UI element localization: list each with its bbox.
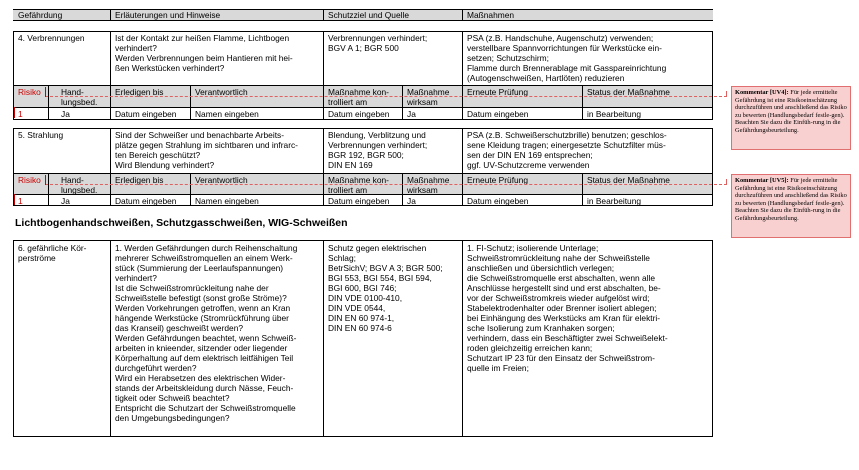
header-erlaeuterungen: Erläuterungen und Hinweise — [115, 10, 221, 20]
mass-wirksam-label: Maßnahme wirksam — [407, 87, 450, 107]
row-erlaeuterung: Ist der Kontakt zur heißen Flamme, Lichtbogen verhindert? Werden Verbrennungen beim Hantieren mit hei- ßen Werkstücken verhindert? — [115, 33, 293, 73]
header-gefaehrdung: Gefährdung — [18, 10, 63, 20]
status-value[interactable]: in Bearbeitung — [587, 109, 642, 119]
verantwortlich-field[interactable]: Namen eingeben — [195, 196, 259, 206]
section-title: Lichtbogenhandschweißen, Schutzgasschweißen, WIG-Schweißen — [15, 217, 348, 229]
verantwortlich-label: Verantwortlich — [195, 87, 248, 97]
comment-text: Für jede ermittelte Gefährdung ist eine Risikoeinschätzung durchzuführen und anschließend das Risiko zu bewerten (Handlungsbedarf festle-gen). Beachten Sie dazu die Einfüh-rung in die Gefährdungsbeurteilung. — [735, 89, 847, 134]
row-gefaehrdung: 4. Verbrennungen — [18, 33, 85, 43]
row-erlaeuterung: Sind der Schweißer und benachbarte Arbeits- plätze gegen Strahlung im sichtbaren und infrarc- ten Bereich geschützt? Wird Blendung verhindert? — [115, 130, 298, 170]
pruefung-label: Erneute Prüfung — [467, 87, 528, 97]
comment-title: Kommentar [UV5]: — [735, 177, 789, 184]
comment-link-line — [45, 96, 727, 97]
mass-kontrolliert-label: Maßnahme kon- trolliert am — [328, 175, 389, 195]
wirksam-value[interactable]: Ja — [407, 109, 416, 119]
header-massnahmen: Maßnahmen — [467, 10, 515, 20]
kontrolliert-field[interactable]: Datum eingeben — [328, 109, 390, 119]
verantwortlich-label: Verantwortlich — [195, 175, 248, 185]
row-erlaeuterung: 1. Werden Gefährdungen durch Reihenschaltung mehrerer Schweißstromquellen an einem Werk- stück (Summierung der Leerlaufspannungen) verhindert? Ist die Schweißstromrückleitung nahe der Schweißstelle befestigt (sonst große Ströme)? Werden Vorkehrungen getroffen, wenn an Kran hängende Werkstücke (Stromrückführung über das Kranseil) geschweißt werden? Werden Gefährdungen beachtet, wenn Schweiß- arbeiten in knieender, sitzender oder liegender Körperhaltung auf dem elektrisch leitfähigen Teil durchgeführt werden? Wird ein Herabsetzen des elektrischen Wider- stands der Arbeitskleidung durch Nässe, Feuch- tigkeit oder Schweiß beachtet? Entspricht die Schutzart der Schweißstromquelle den Umgebungsbedingungen? — [115, 243, 298, 423]
handlung-label: Hand- lungsbed. — [61, 87, 98, 107]
row-massnahmen: PSA (z.B. Schweißerschutzbrille) benutzen; geschlos- sene Kleidung tragen; einergesetzte Schutzfilter müs- sen der DIN EN 169 entsprechen; ggf. UV-Schutzcreme verwenden — [467, 130, 667, 170]
mass-kontrolliert-label: Maßnahme kon- trolliert am — [328, 87, 389, 107]
pruefung-label: Erneute Prüfung — [467, 175, 528, 185]
pruefung-field[interactable]: Datum eingeben — [467, 196, 529, 206]
kontrolliert-field[interactable]: Datum eingeben — [328, 196, 390, 206]
row-massnahmen: PSA (z.B. Handschuhe, Augenschutz) verwenden; verstellbare Spannvorrichtungen für Werkstücke ein- setzen; Schutzschirm; Flamme durch Brennerablage mit Gasspareinrichtung (Autogenschweißen, Hartlöten) reduzieren — [467, 33, 667, 83]
handlung-value[interactable]: Ja — [61, 196, 70, 206]
row-schutzziel: Schutz gegen elektrischen Schlag; BetrSichV; BGV A 3; BGR 500; BGI 553, BGI 554, BGI 594, BGI 600, BGI 746; DIN VDE 0100-410, DIN VDE 0544, DIN EN 60 974-1, DIN EN 60 974-6 — [328, 243, 443, 333]
row-massnahmen: 1. FI-Schutz; isolierende Unterlage; Schweißstromrückleitung nahe der Schweißstelle anschließen und übersichtlich verlegen; die Schweißstromquelle erst abschalten, wenn alle Anschlüsse hergestellt sind und erst abschalten, be- vor der Schweißstromkreis wieder aufgelöst wird; Stabelektrodenhalter oder Brenner isoliert ablegen; bei Einhängung des Werkstücks am Kran für elektri- sche Isolierung zum Kranhaken sorgen; verhindern, dass ein Beschäftigter zwei Schweißelekt- roden gleichzeitig erreichen kann; Schutzart IP 23 für den Einsatz der Schweißstrom- quelle im Freien; — [467, 243, 668, 373]
wirksam-value[interactable]: Ja — [407, 196, 416, 206]
status-value[interactable]: in Bearbeitung — [587, 196, 642, 206]
risk-value[interactable]: 1 — [18, 196, 23, 206]
erledigen-label: Erledigen bis — [115, 87, 164, 97]
row-gefaehrdung: 5. Strahlung — [18, 130, 64, 140]
comment-box[interactable] — [731, 86, 851, 150]
status-label: Status der Maßnahme — [587, 175, 670, 185]
risk-label: Risiko — [18, 175, 41, 185]
row-gefaehrdung: 6. gefährliche Kör- perströme — [18, 243, 87, 263]
row-schutzziel: Blendung, Verblitzung und Verbrennungen verhindert; BGR 192, BGR 500; DIN EN 169 — [328, 130, 428, 170]
erledigen-field[interactable]: Datum eingeben — [115, 109, 177, 119]
erledigen-label: Erledigen bis — [115, 175, 164, 185]
handlung-value[interactable]: Ja — [61, 109, 70, 119]
comment-link-line — [45, 184, 727, 185]
erledigen-field[interactable]: Datum eingeben — [115, 196, 177, 206]
mass-wirksam-label: Maßnahme wirksam — [407, 175, 450, 195]
verantwortlich-field[interactable]: Namen eingeben — [195, 109, 259, 119]
comment-text: Für jede ermittelte Gefährdung ist eine Risikoeinschätzung durchzuführen und anschließend das Risiko zu bewerten (Handlungsbedarf festle-gen). Beachten Sie dazu die Einfüh-rung in die Gefährdungsbeurteilung. — [735, 177, 847, 222]
risk-value[interactable]: 1 — [18, 109, 23, 119]
status-label: Status der Maßnahme — [587, 87, 670, 97]
row-schutzziel: Verbrennungen verhindert; BGV A 1; BGR 500 — [328, 33, 428, 53]
handlung-label: Hand- lungsbed. — [61, 175, 98, 195]
comment-box[interactable] — [731, 174, 851, 238]
pruefung-field[interactable]: Datum eingeben — [467, 109, 529, 119]
risk-label: Risiko — [18, 87, 41, 97]
header-schutzziel: Schutzziel und Quelle — [328, 10, 410, 20]
comment-title: Kommentar [UV4]: — [735, 89, 789, 96]
